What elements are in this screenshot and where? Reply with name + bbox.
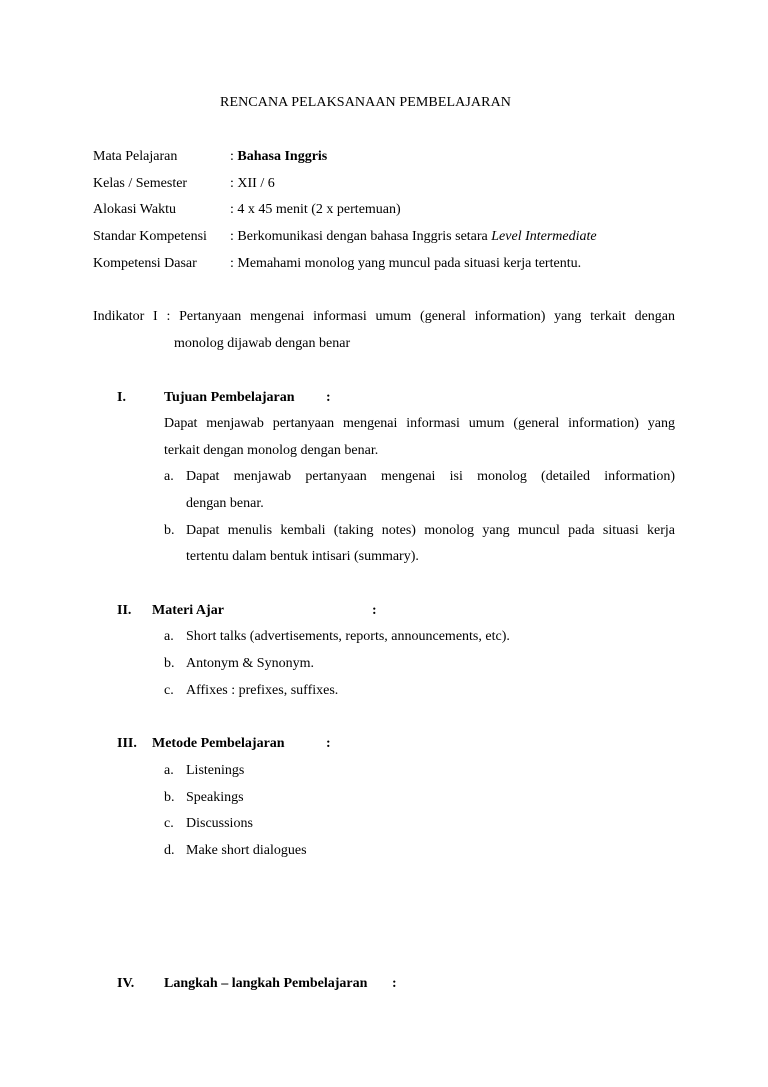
section-3-item-d-text: Make short dialogues xyxy=(186,843,307,858)
section-3-item-a-marker: a. xyxy=(164,763,174,778)
info-label-mata-pelajaran: Mata Pelajaran xyxy=(93,149,178,164)
section-1-intro-line-2: terkait dengan monolog dengan benar. xyxy=(164,443,379,458)
section-2-heading: Materi Ajar xyxy=(152,603,224,618)
section-1-item-b-marker: b. xyxy=(164,523,175,538)
info-separator: : xyxy=(230,149,238,164)
section-2-item-b-marker: b. xyxy=(164,656,175,671)
section-2-item-c-text: Affixes : prefixes, suffixes. xyxy=(186,683,339,698)
section-3-numeral: III. xyxy=(117,736,137,751)
info-value-standar-kompetensi xyxy=(230,228,597,246)
section-2-item-b-text: Antonym & Synonym. xyxy=(186,656,314,671)
info-label-alokasi-waktu: Alokasi Waktu xyxy=(93,202,176,217)
indikator-line-2: monolog dijawab dengan benar xyxy=(174,336,351,351)
section-3-item-c-text: Discussions xyxy=(186,816,253,831)
section-3-heading: Metode Pembelajaran xyxy=(152,736,285,751)
section-2-item-c-marker: c. xyxy=(164,683,174,698)
section-2-numeral: II. xyxy=(117,603,132,618)
section-1-item-a-marker: a. xyxy=(164,469,174,484)
document-title: RENCANA PELAKSANAAN PEMBELAJARAN xyxy=(220,95,511,110)
info-value-text: Memahami monolog yang muncul pada situasi kerja tertentu. xyxy=(237,256,582,271)
indikator-line-1: Indikator I : Pertanyaan mengenai informasi umum (general information) yang terkait dengan xyxy=(93,309,675,324)
section-3-item-d-marker: d. xyxy=(164,843,175,858)
info-value-text: Bahasa Inggris xyxy=(237,149,328,164)
info-label-kompetensi-dasar: Kompetensi Dasar xyxy=(93,256,197,271)
info-value-mata-pelajaran xyxy=(230,148,327,166)
info-separator: : xyxy=(230,202,238,217)
section-4-heading: Langkah – langkah Pembelajaran xyxy=(164,976,368,991)
info-value-kompetensi-dasar xyxy=(230,255,581,273)
section-1-numeral: I. xyxy=(117,390,126,405)
section-3-colon: : xyxy=(326,736,331,751)
info-value-kelas-semester xyxy=(230,175,275,193)
info-value-text: 4 x 45 menit (2 x pertemuan) xyxy=(237,202,401,217)
info-label-standar-kompetensi: Standar Kompetensi xyxy=(93,229,207,244)
section-3-item-b-marker: b. xyxy=(164,790,175,805)
section-1-item-b-line-2: tertentu dalam bentuk intisari (summary). xyxy=(186,549,419,564)
section-4-numeral: IV. xyxy=(117,976,135,991)
section-1-intro-line-1: Dapat menjawab pertanyaan mengenai informasi umum (general information) yang xyxy=(164,416,675,431)
section-1-item-a-line-2: dengan benar. xyxy=(186,496,264,511)
info-value-text: XII / 6 xyxy=(237,176,275,191)
info-separator: : xyxy=(230,256,238,271)
section-4-colon: : xyxy=(392,976,397,991)
info-label-kelas-semester: Kelas / Semester xyxy=(93,176,188,191)
info-value-italic: Level Intermediate xyxy=(491,229,597,244)
section-1-item-b-line-1: Dapat menulis kembali (taking notes) monolog yang muncul pada situasi kerja xyxy=(186,523,675,538)
section-1-heading: Tujuan Pembelajaran xyxy=(164,390,295,405)
section-3-item-a-text: Listenings xyxy=(186,763,245,778)
info-value-text: Berkomunikasi dengan bahasa Inggris setara xyxy=(237,229,492,244)
section-3-item-b-text: Speakings xyxy=(186,790,244,805)
info-separator: : xyxy=(230,229,238,244)
section-1-colon: : xyxy=(326,390,331,405)
info-value-alokasi-waktu xyxy=(230,201,401,219)
section-2-colon: : xyxy=(372,603,377,618)
info-separator: : xyxy=(230,176,238,191)
section-3-item-c-marker: c. xyxy=(164,816,174,831)
section-2-item-a-marker: a. xyxy=(164,629,174,644)
section-2-item-a-text: Short talks (advertisements, reports, announcements, etc). xyxy=(186,629,510,644)
section-1-item-a-line-1: Dapat menjawab pertanyaan mengenai isi monolog (detailed information) xyxy=(186,469,675,484)
